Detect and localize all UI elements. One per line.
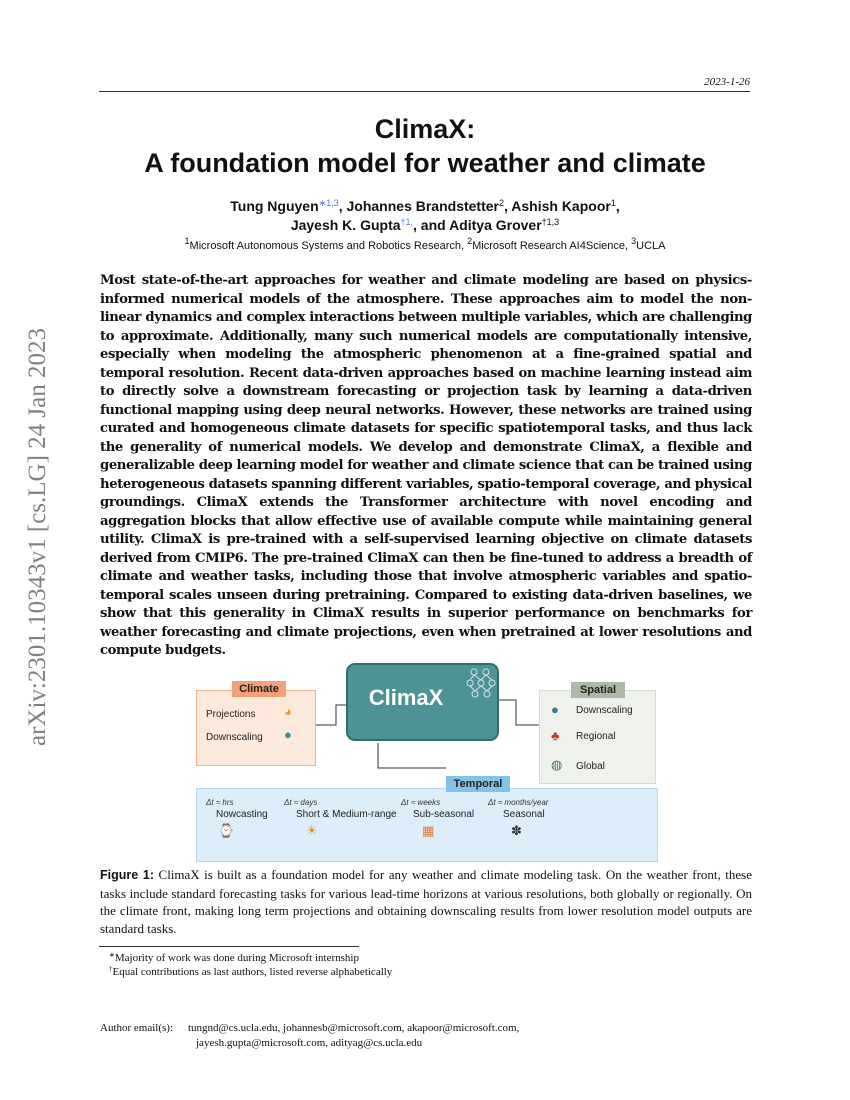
climate-panel xyxy=(196,690,316,766)
footnote-text: Equal contributions as last authors, listed reverse alphabetically xyxy=(112,966,393,978)
footnote-1 xyxy=(109,951,359,964)
temporal-short-medium: Short & Medium-range xyxy=(296,809,397,820)
affil-sup: 1 xyxy=(184,236,190,246)
seasons-icon: ✽ xyxy=(511,823,522,838)
author-sup: 2 xyxy=(498,198,504,208)
emails-line-2: jayesh.gupta@microsoft.com, adityag@cs.ucla.edu xyxy=(196,1037,423,1049)
footnote-symbol: ∗ xyxy=(109,951,115,959)
header-date: 2023-1-26 xyxy=(704,76,750,88)
figure-1 xyxy=(196,660,656,860)
author-sup: ∗1,3 xyxy=(318,198,339,208)
figure-caption xyxy=(100,866,752,937)
spatial-item-downscaling: Downscaling xyxy=(576,705,633,716)
footnote-2 xyxy=(109,965,392,978)
author-line-1 xyxy=(0,198,850,214)
author-line-2 xyxy=(0,217,850,233)
paper-title-line1: ClimaX: xyxy=(374,114,476,144)
author-sup: 1 xyxy=(610,198,616,208)
downscaling-icon: ● xyxy=(551,702,559,717)
spatial-item-global: Global xyxy=(576,761,605,772)
temporal-tag: Temporal xyxy=(446,776,510,792)
temporal-sub-seasonal: Sub-seasonal xyxy=(413,809,475,820)
author-sep: , xyxy=(615,198,620,214)
emails-label: Author email(s): xyxy=(100,1022,174,1034)
author-name: , Ashish Kapoor xyxy=(504,198,611,214)
abstract: Most state-of-the-art approaches for weather and climate modeling are based on physics-informed numerical models of the atmosphere. These approaches aim to model the non-linear dynamics and complex interactions between multiple variables, which are challenging to approximate. Additionally, many such numerical models are computationally intensive, especially when modeling the atmospheric phenomenon at a fine-grained spatial and temporal resolution. Recent data-driven approaches based on machine learning instead aim to directly solve a downstream forecasting or projection task by learning a data-driven functional mapping using deep neural networks. However, these networks are trained using curated and homogeneous climate datasets for specific spatiotemporal tasks, and thus lack the generality of numerical models. We develop and demonstrate ClimaX, a flexible and generalizable deep learning model for weather and climate science that can be trained using heterogeneous datasets spanning different variables, spatio-temporal coverage, and physical groundings. ClimaX extends the Transformer architecture with novel encoding and aggregation blocks that allow effective use of available compute while maintaining general utility. ClimaX is pre-trained with a self-supervised learning objective on climate datasets derived from CMIP6. The pre-trained ClimaX can then be fine-tuned to address a breadth of climate and weather tasks, including those that involve atmospheric variables and spatio-temporal scales unseen during pretraining. Compared to existing data-driven baselines, we show that this generality in ClimaX results in superior performance on benchmarks for weather forecasting and climate projections, even when pretrained at lower resolutions and compute budgets. xyxy=(100,273,752,658)
connector-spatial xyxy=(499,700,539,725)
affil-text: UCLA xyxy=(636,240,666,252)
affil-text: Microsoft Research AI4Science, xyxy=(472,240,632,252)
weather-icon: ☀ xyxy=(306,823,318,838)
footnote-symbol: † xyxy=(109,965,113,973)
spatial-tag: Spatial xyxy=(571,682,625,698)
author-name: , and Aditya Grover xyxy=(413,217,542,233)
caption-label: Figure 1: xyxy=(100,868,155,882)
connector-temporal xyxy=(378,743,446,768)
affil-text: Microsoft Autonomous Systems and Robotics Research, xyxy=(189,240,468,252)
emails-line-1: tungnd@cs.ucla.edu, johannesb@microsoft.com, akapoor@microsoft.com, xyxy=(188,1022,520,1034)
spatial-item-regional: Regional xyxy=(576,731,616,742)
affiliations xyxy=(0,236,850,252)
footnote-rule xyxy=(99,946,359,947)
author-name: Tung Nguyen xyxy=(230,198,319,214)
author-sup: †1,3 xyxy=(541,217,560,227)
author-sup: †1, xyxy=(400,217,414,227)
climate-projection-icon: ◕ xyxy=(284,704,292,719)
author-name: Jayesh K. Gupta xyxy=(290,217,401,233)
region-map-icon: ♣ xyxy=(551,728,560,743)
footnote-text: Majority of work was done during Microsoft internship xyxy=(114,952,359,964)
caption-text: ClimaX is built as a foundation model for any weather and climate modeling task. On the weather front, these tasks include standard forecasting tasks for various lead-time horizons at various resolutions, both globally or regionally. On the climate front, making long term projections and obtaining downscaling results from lower resolution model outputs are standard tasks. xyxy=(100,867,752,936)
climax-label: ClimaX xyxy=(368,685,444,710)
arxiv-side-stamp: arXiv:2301.10343v1 [cs.LG] 24 Jan 2023 xyxy=(24,328,51,746)
network-icon xyxy=(466,666,496,700)
global-icon: ◍ xyxy=(551,757,563,772)
temporal-seasonal: Seasonal xyxy=(503,809,545,820)
connector-climate xyxy=(314,705,346,725)
temporal-dt-weeks: Δt ≈ weeks xyxy=(401,798,441,807)
temporal-dt-days: Δt ≈ days xyxy=(284,798,318,807)
climate-item-projections: Projections xyxy=(206,709,256,720)
watch-icon: ⌚ xyxy=(218,823,235,838)
climate-tag: Climate xyxy=(232,681,286,697)
author-name: , Johannes Brandstetter xyxy=(338,198,499,214)
affil-sup: 2 xyxy=(467,236,473,246)
climate-item-downscaling: Downscaling xyxy=(206,732,263,743)
temporal-nowcasting: Nowcasting xyxy=(216,809,268,820)
globe-icon: ● xyxy=(284,727,292,742)
temporal-dt-months: Δt ≈ months/year xyxy=(488,798,549,807)
paper-title-line2: A foundation model for weather and climate xyxy=(144,148,706,178)
header-rule xyxy=(99,91,750,92)
calendar-icon: ▦ xyxy=(422,823,435,838)
temporal-dt-hrs: Δt ≈ hrs xyxy=(206,798,234,807)
affil-sup: 3 xyxy=(631,236,637,246)
